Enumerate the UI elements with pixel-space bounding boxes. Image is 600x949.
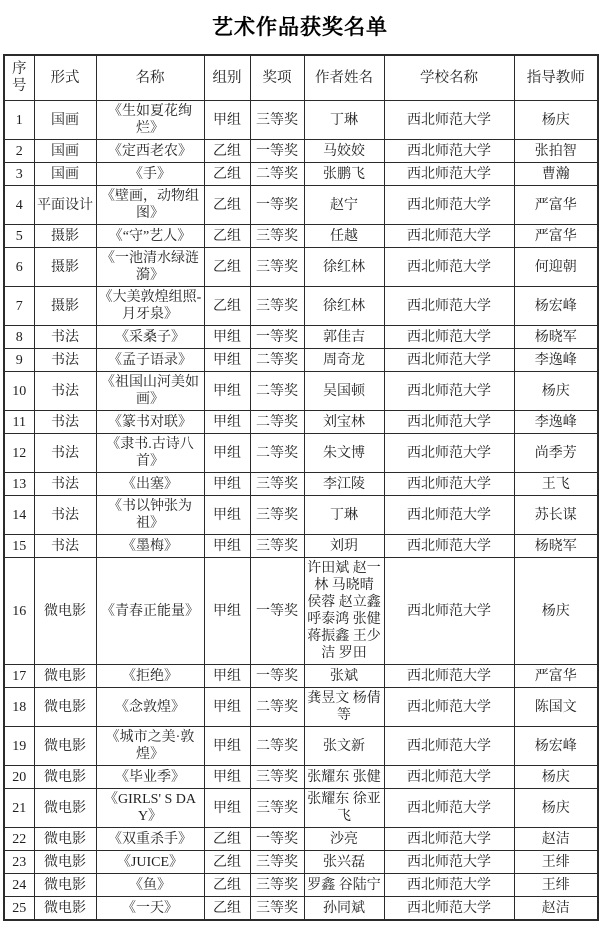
cell-teacher: 陈国文 xyxy=(514,688,598,727)
cell-award: 一等奖 xyxy=(250,558,304,665)
cell-title: 《双重杀手》 xyxy=(96,828,204,851)
cell-form: 微电影 xyxy=(34,789,96,828)
cell-teacher: 杨晓军 xyxy=(514,535,598,558)
cell-school: 西北师范大学 xyxy=(384,496,514,535)
cell-no: 16 xyxy=(4,558,34,665)
cell-form: 微电影 xyxy=(34,688,96,727)
header-row xyxy=(4,55,598,101)
cell-authors: 刘玥 xyxy=(304,535,384,558)
cell-group: 甲组 xyxy=(204,535,250,558)
cell-award: 三等奖 xyxy=(250,473,304,496)
cell-award: 二等奖 xyxy=(250,688,304,727)
cell-group: 甲组 xyxy=(204,434,250,473)
cell-no: 17 xyxy=(4,665,34,688)
cell-title: 《JUICE》 xyxy=(96,851,204,874)
cell-teacher: 尚季芳 xyxy=(514,434,598,473)
cell-group: 甲组 xyxy=(204,372,250,411)
cell-teacher: 李逸峰 xyxy=(514,349,598,372)
cell-title: 《手》 xyxy=(96,163,204,186)
cell-school: 西北师范大学 xyxy=(384,434,514,473)
cell-school: 西北师范大学 xyxy=(384,828,514,851)
cell-title: 《念敦煌》 xyxy=(96,688,204,727)
cell-title: 《鱼》 xyxy=(96,874,204,897)
cell-title: 《生如夏花绚烂》 xyxy=(96,101,204,140)
cell-award: 二等奖 xyxy=(250,349,304,372)
cell-award: 三等奖 xyxy=(250,897,304,921)
cell-teacher: 严富华 xyxy=(514,665,598,688)
table-row xyxy=(4,789,598,828)
cell-form: 书法 xyxy=(34,372,96,411)
cell-no: 24 xyxy=(4,874,34,897)
cell-authors: 龚昱文 杨倩等 xyxy=(304,688,384,727)
cell-authors: 徐红林 xyxy=(304,287,384,326)
cell-form: 书法 xyxy=(34,535,96,558)
cell-title: 《孟子语录》 xyxy=(96,349,204,372)
cell-form: 微电影 xyxy=(34,874,96,897)
cell-authors: 许田斌 赵一林 马晓晴 侯蓉 赵立鑫 呼泰鸿 张健 蒋振鑫 王少洁 罗田 xyxy=(304,558,384,665)
cell-title: 《GIRLS' S DAY》 xyxy=(96,789,204,828)
cell-group: 甲组 xyxy=(204,558,250,665)
cell-no: 13 xyxy=(4,473,34,496)
table-row xyxy=(4,349,598,372)
cell-authors: 罗鑫 谷陆宁 xyxy=(304,874,384,897)
cell-authors: 张斌 xyxy=(304,665,384,688)
table-row xyxy=(4,874,598,897)
cell-title: 《大美敦煌组照-月牙泉》 xyxy=(96,287,204,326)
cell-teacher: 杨庆 xyxy=(514,101,598,140)
cell-group: 乙组 xyxy=(204,140,250,163)
cell-title: 《采桑子》 xyxy=(96,326,204,349)
table-body xyxy=(4,101,598,921)
table-row xyxy=(4,851,598,874)
column-header-title: 名称 xyxy=(96,55,204,101)
cell-teacher: 何迎朝 xyxy=(514,248,598,287)
cell-award: 二等奖 xyxy=(250,411,304,434)
cell-award: 一等奖 xyxy=(250,186,304,225)
cell-title: 《拒绝》 xyxy=(96,665,204,688)
cell-award: 一等奖 xyxy=(250,828,304,851)
cell-form: 微电影 xyxy=(34,851,96,874)
cell-no: 19 xyxy=(4,727,34,766)
table-row xyxy=(4,411,598,434)
cell-group: 甲组 xyxy=(204,496,250,535)
cell-award: 一等奖 xyxy=(250,326,304,349)
cell-group: 甲组 xyxy=(204,665,250,688)
cell-form: 国画 xyxy=(34,101,96,140)
cell-school: 西北师范大学 xyxy=(384,287,514,326)
cell-award: 三等奖 xyxy=(250,851,304,874)
cell-title: 《城市之美·敦煌》 xyxy=(96,727,204,766)
cell-form: 国画 xyxy=(34,140,96,163)
cell-authors: 张兴磊 xyxy=(304,851,384,874)
cell-school: 西北师范大学 xyxy=(384,789,514,828)
table-row xyxy=(4,287,598,326)
cell-no: 8 xyxy=(4,326,34,349)
cell-no: 2 xyxy=(4,140,34,163)
cell-teacher: 赵洁 xyxy=(514,897,598,921)
cell-school: 西北师范大学 xyxy=(384,186,514,225)
cell-group: 甲组 xyxy=(204,326,250,349)
table-row xyxy=(4,326,598,349)
column-header-school: 学校名称 xyxy=(384,55,514,101)
table-row xyxy=(4,665,598,688)
cell-no: 3 xyxy=(4,163,34,186)
table-row xyxy=(4,727,598,766)
cell-title: 《篆书对联》 xyxy=(96,411,204,434)
cell-authors: 朱文博 xyxy=(304,434,384,473)
cell-title: 《出塞》 xyxy=(96,473,204,496)
cell-no: 11 xyxy=(4,411,34,434)
cell-form: 书法 xyxy=(34,411,96,434)
cell-award: 一等奖 xyxy=(250,665,304,688)
cell-authors: 丁琳 xyxy=(304,101,384,140)
award-list-table xyxy=(3,54,599,921)
column-header-award: 奖项 xyxy=(250,55,304,101)
cell-school: 西北师范大学 xyxy=(384,101,514,140)
cell-award: 三等奖 xyxy=(250,101,304,140)
cell-no: 6 xyxy=(4,248,34,287)
cell-no: 9 xyxy=(4,349,34,372)
column-header-form: 形式 xyxy=(34,55,96,101)
cell-award: 三等奖 xyxy=(250,496,304,535)
table-row xyxy=(4,225,598,248)
cell-form: 书法 xyxy=(34,434,96,473)
cell-title: 《“守”艺人》 xyxy=(96,225,204,248)
cell-form: 微电影 xyxy=(34,558,96,665)
cell-group: 甲组 xyxy=(204,101,250,140)
cell-school: 西北师范大学 xyxy=(384,851,514,874)
cell-school: 西北师范大学 xyxy=(384,372,514,411)
table-row xyxy=(4,101,598,140)
cell-no: 1 xyxy=(4,101,34,140)
cell-school: 西北师范大学 xyxy=(384,140,514,163)
cell-authors: 吴国顿 xyxy=(304,372,384,411)
cell-form: 微电影 xyxy=(34,828,96,851)
cell-award: 三等奖 xyxy=(250,287,304,326)
cell-school: 西北师范大学 xyxy=(384,766,514,789)
page-title: 艺术作品获奖名单 xyxy=(212,16,388,39)
cell-authors: 周奇龙 xyxy=(304,349,384,372)
cell-group: 乙组 xyxy=(204,897,250,921)
cell-group: 甲组 xyxy=(204,789,250,828)
cell-group: 乙组 xyxy=(204,225,250,248)
cell-group: 甲组 xyxy=(204,473,250,496)
cell-authors: 马姣姣 xyxy=(304,140,384,163)
cell-teacher: 王绯 xyxy=(514,874,598,897)
cell-teacher: 曹瀚 xyxy=(514,163,598,186)
cell-group: 甲组 xyxy=(204,411,250,434)
table-row xyxy=(4,372,598,411)
cell-school: 西北师范大学 xyxy=(384,665,514,688)
table-row xyxy=(4,473,598,496)
cell-award: 二等奖 xyxy=(250,727,304,766)
cell-award: 三等奖 xyxy=(250,789,304,828)
cell-title: 《青春正能量》 xyxy=(96,558,204,665)
cell-teacher: 杨晓军 xyxy=(514,326,598,349)
cell-award: 二等奖 xyxy=(250,434,304,473)
cell-teacher: 杨庆 xyxy=(514,558,598,665)
cell-group: 乙组 xyxy=(204,287,250,326)
table-row xyxy=(4,828,598,851)
cell-award: 三等奖 xyxy=(250,874,304,897)
cell-authors: 张文新 xyxy=(304,727,384,766)
column-header-group: 组别 xyxy=(204,55,250,101)
cell-teacher: 严富华 xyxy=(514,225,598,248)
cell-school: 西北师范大学 xyxy=(384,349,514,372)
cell-award: 一等奖 xyxy=(250,140,304,163)
cell-no: 7 xyxy=(4,287,34,326)
table-row xyxy=(4,434,598,473)
cell-form: 摄影 xyxy=(34,225,96,248)
cell-authors: 郭佳吉 xyxy=(304,326,384,349)
cell-group: 乙组 xyxy=(204,828,250,851)
cell-no: 18 xyxy=(4,688,34,727)
cell-title: 《墨梅》 xyxy=(96,535,204,558)
table-row xyxy=(4,558,598,665)
cell-school: 西北师范大学 xyxy=(384,558,514,665)
cell-form: 微电影 xyxy=(34,897,96,921)
cell-group: 甲组 xyxy=(204,766,250,789)
table-row xyxy=(4,163,598,186)
column-header-teacher: 指导教师 xyxy=(514,55,598,101)
cell-school: 西北师范大学 xyxy=(384,535,514,558)
column-header-authors: 作者姓名 xyxy=(304,55,384,101)
cell-teacher: 杨宏峰 xyxy=(514,287,598,326)
cell-form: 书法 xyxy=(34,326,96,349)
cell-teacher: 王飞 xyxy=(514,473,598,496)
cell-form: 微电影 xyxy=(34,727,96,766)
cell-form: 平面设计 xyxy=(34,186,96,225)
cell-authors: 张鹏飞 xyxy=(304,163,384,186)
table-row xyxy=(4,897,598,921)
cell-form: 微电影 xyxy=(34,665,96,688)
table-row xyxy=(4,248,598,287)
cell-no: 21 xyxy=(4,789,34,828)
cell-authors: 李江陵 xyxy=(304,473,384,496)
table-row xyxy=(4,186,598,225)
cell-no: 23 xyxy=(4,851,34,874)
cell-group: 乙组 xyxy=(204,248,250,287)
cell-authors: 刘宝林 xyxy=(304,411,384,434)
cell-no: 25 xyxy=(4,897,34,921)
cell-form: 摄影 xyxy=(34,248,96,287)
cell-form: 书法 xyxy=(34,473,96,496)
cell-group: 乙组 xyxy=(204,851,250,874)
cell-no: 4 xyxy=(4,186,34,225)
cell-group: 甲组 xyxy=(204,688,250,727)
table-row xyxy=(4,496,598,535)
cell-form: 微电影 xyxy=(34,766,96,789)
cell-title: 《壁画，动物组图》 xyxy=(96,186,204,225)
cell-form: 书法 xyxy=(34,349,96,372)
cell-no: 22 xyxy=(4,828,34,851)
cell-school: 西北师范大学 xyxy=(384,897,514,921)
cell-title: 《一池清水绿涟漪》 xyxy=(96,248,204,287)
cell-teacher: 王绯 xyxy=(514,851,598,874)
table-row xyxy=(4,688,598,727)
cell-award: 二等奖 xyxy=(250,163,304,186)
cell-authors: 张耀东 张健 xyxy=(304,766,384,789)
cell-group: 乙组 xyxy=(204,874,250,897)
cell-no: 15 xyxy=(4,535,34,558)
cell-school: 西北师范大学 xyxy=(384,727,514,766)
cell-form: 书法 xyxy=(34,496,96,535)
cell-title: 《定西老农》 xyxy=(96,140,204,163)
cell-teacher: 杨宏峰 xyxy=(514,727,598,766)
cell-teacher: 苏长谋 xyxy=(514,496,598,535)
cell-authors: 赵宁 xyxy=(304,186,384,225)
cell-school: 西北师范大学 xyxy=(384,874,514,897)
cell-teacher: 赵洁 xyxy=(514,828,598,851)
cell-school: 西北师范大学 xyxy=(384,326,514,349)
cell-group: 甲组 xyxy=(204,349,250,372)
cell-form: 国画 xyxy=(34,163,96,186)
cell-title: 《祖国山河美如画》 xyxy=(96,372,204,411)
table-row xyxy=(4,766,598,789)
column-header-no: 序号 xyxy=(4,55,34,101)
table-header xyxy=(4,55,598,101)
cell-school: 西北师范大学 xyxy=(384,411,514,434)
cell-authors: 徐红林 xyxy=(304,248,384,287)
cell-award: 二等奖 xyxy=(250,372,304,411)
table-row xyxy=(4,535,598,558)
cell-no: 5 xyxy=(4,225,34,248)
cell-school: 西北师范大学 xyxy=(384,688,514,727)
cell-title: 《书以钟张为祖》 xyxy=(96,496,204,535)
cell-authors: 丁琳 xyxy=(304,496,384,535)
cell-group: 甲组 xyxy=(204,727,250,766)
cell-teacher: 张拍智 xyxy=(514,140,598,163)
cell-group: 乙组 xyxy=(204,186,250,225)
cell-authors: 任越 xyxy=(304,225,384,248)
cell-title: 《一天》 xyxy=(96,897,204,921)
cell-school: 西北师范大学 xyxy=(384,163,514,186)
cell-school: 西北师范大学 xyxy=(384,248,514,287)
cell-teacher: 杨庆 xyxy=(514,766,598,789)
cell-school: 西北师范大学 xyxy=(384,225,514,248)
cell-form: 摄影 xyxy=(34,287,96,326)
cell-authors: 张耀东 徐亚飞 xyxy=(304,789,384,828)
cell-award: 三等奖 xyxy=(250,225,304,248)
cell-teacher: 严富华 xyxy=(514,186,598,225)
cell-award: 三等奖 xyxy=(250,766,304,789)
cell-no: 20 xyxy=(4,766,34,789)
cell-group: 乙组 xyxy=(204,163,250,186)
cell-no: 10 xyxy=(4,372,34,411)
table-row xyxy=(4,140,598,163)
cell-authors: 孙同斌 xyxy=(304,897,384,921)
cell-teacher: 杨庆 xyxy=(514,372,598,411)
cell-award: 三等奖 xyxy=(250,535,304,558)
cell-title: 《毕业季》 xyxy=(96,766,204,789)
cell-authors: 沙亮 xyxy=(304,828,384,851)
cell-no: 12 xyxy=(4,434,34,473)
cell-teacher: 李逸峰 xyxy=(514,411,598,434)
cell-title: 《隶书.古诗八首》 xyxy=(96,434,204,473)
cell-teacher: 杨庆 xyxy=(514,789,598,828)
cell-school: 西北师范大学 xyxy=(384,473,514,496)
cell-award: 三等奖 xyxy=(250,248,304,287)
cell-no: 14 xyxy=(4,496,34,535)
